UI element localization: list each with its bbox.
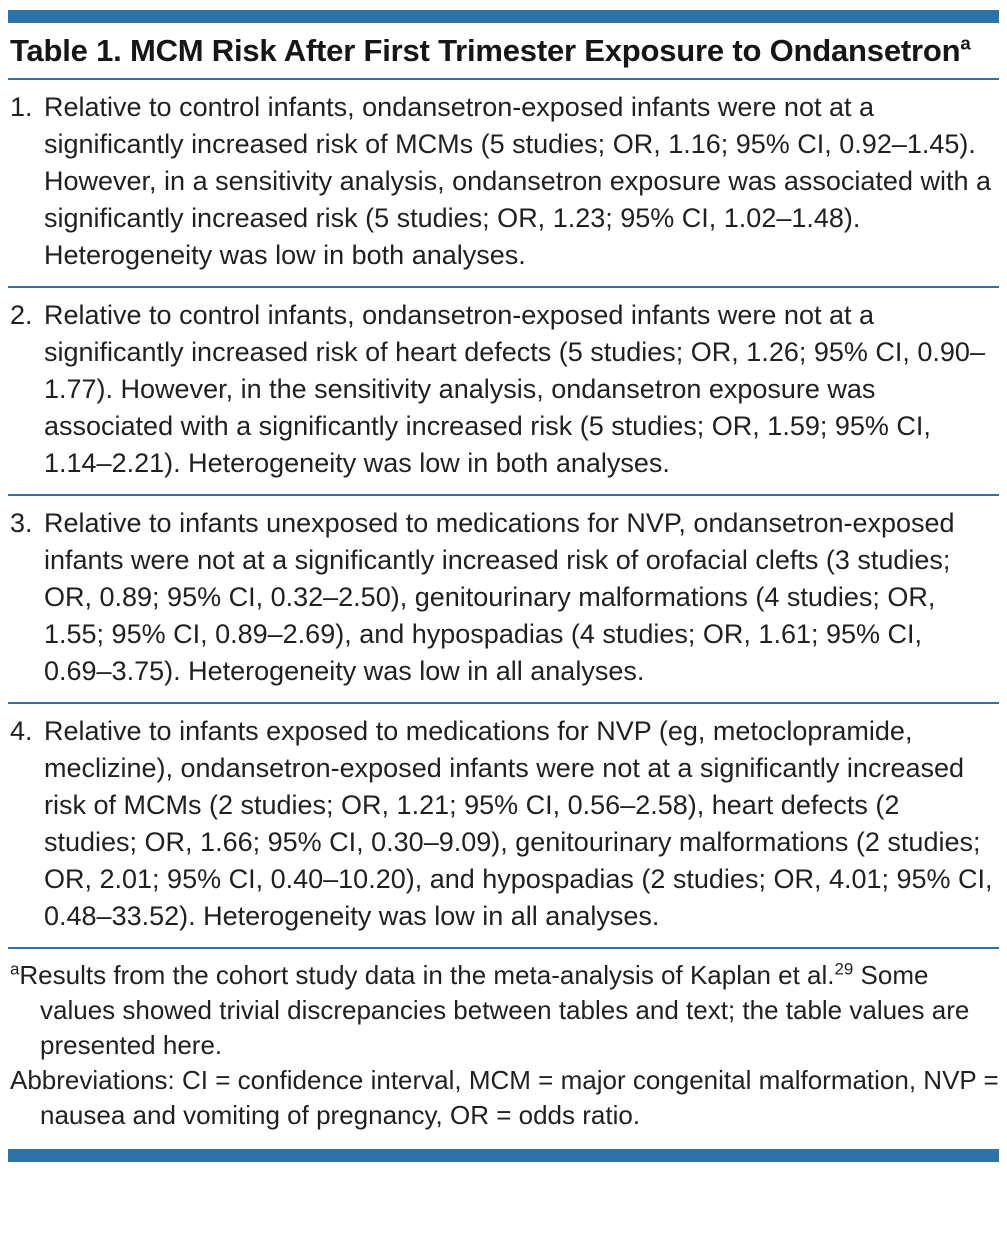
table-title — [8, 23, 999, 78]
reference-citation-29: 29 — [834, 959, 854, 979]
item-number: 3. — [10, 507, 33, 538]
footnote-a-marker: a — [10, 959, 20, 979]
item-text: Relative to infants unexposed to medications for NVP, ondansetron-exposed infants were not at a significantly increased risk of orofacial clefts (3 studies; OR, 0.89; 95% CI, 0.32–2.50), genitourinary malformations (4 studies; OR, 1.55; 95% CI, 0.89–2.69), and hypospadias (4 studies; OR, 1.61; 95% CI, 0.69–3.75). Heterogeneity was low in all analyses. — [44, 507, 955, 686]
item-number: 2. — [10, 299, 33, 330]
footnote-a-text-continued: Some values showed trivial discrepancies between tables and text; the table values are presented here. — [40, 959, 970, 1060]
item-text: Relative to control infants, ondansetron-exposed infants were not at a significantly increased risk of heart defects (5 studies; OR, 1.26; 95% CI, 0.90–1.77). However, in the sensitivity analysis, ondansetron exposure was associated with a significantly increased risk (5 studies; OR, 1.59; 95% CI, 1.14–2.21). Heterogeneity was low in both analyses. — [44, 299, 985, 478]
table-row — [8, 288, 999, 494]
table-row — [8, 704, 999, 947]
item-number: 1. — [10, 91, 33, 122]
abbreviations-note: Abbreviations: CI = confidence interval, MCM = major congenital malformation, NVP = nausea and vomiting of pregnancy, OR = odds ratio. — [10, 1064, 999, 1130]
top-accent-bar — [8, 10, 999, 23]
item-text: Relative to control infants, ondansetron-exposed infants were not at a significantly increased risk of MCMs (5 studies; OR, 1.16; 95% CI, 0.92–1.45). However, in a sensitivity analysis, ondansetron exposure was associated with a significantly increased risk (5 studies; OR, 1.23; 95% CI, 1.02–1.48). Heterogeneity was low in both analyses. — [44, 91, 991, 270]
bottom-accent-bar — [8, 1149, 999, 1162]
table-title-text: Table 1. MCM Risk After First Trimester Exposure to Ondansetron — [10, 33, 961, 68]
table-footnotes — [8, 949, 999, 1147]
item-text: Relative to infants exposed to medications for NVP (eg, metoclopramide, meclizine), ondansetron-exposed infants were not at a significantly increased risk of MCMs (2 studies; OR, 1.21; 95% CI, 0.56–2.58), heart defects (2 studies; OR, 1.66; 95% CI, 0.30–9.09), genitourinary malformations (2 studies; OR, 2.01; 95% CI, 0.40–10.20), and hypospadias (2 studies; OR, 4.01; 95% CI, 0.48–33.52). Heterogeneity was low in all analyses. — [44, 715, 993, 931]
table-row — [8, 496, 999, 702]
footnote-a — [10, 958, 999, 1063]
table-title-footnote-marker: a — [960, 32, 971, 54]
item-number: 4. — [10, 715, 33, 746]
footnote-a-text: Results from the cohort study data in the meta-analysis of Kaplan et al. — [19, 959, 835, 990]
table-row — [8, 80, 999, 286]
